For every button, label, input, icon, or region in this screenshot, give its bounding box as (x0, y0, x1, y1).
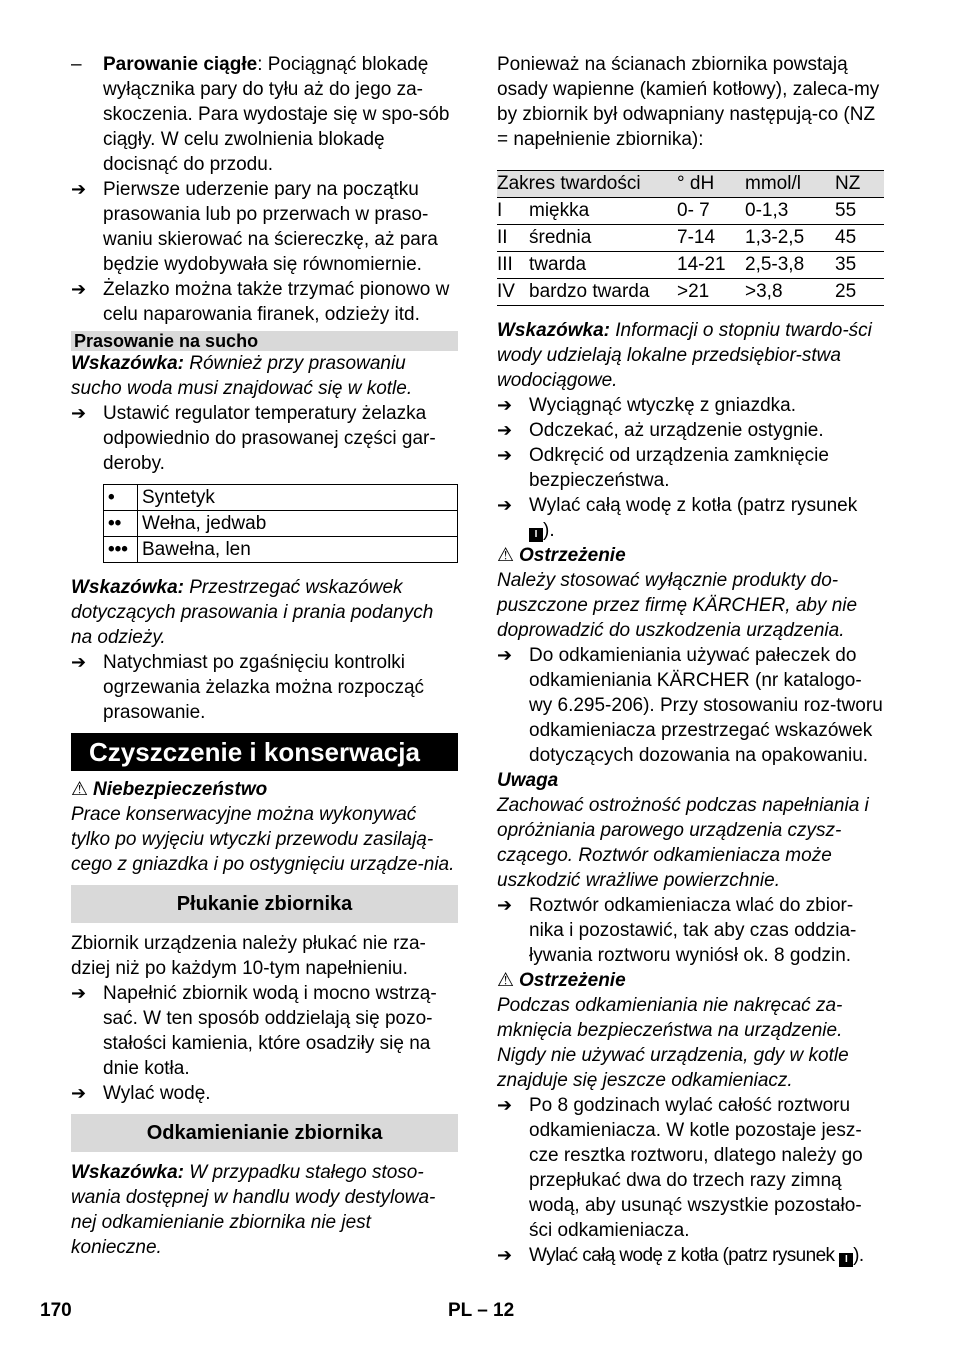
note-text: Również przy prasowaniu sucho woda musi znajdować się w kotle. (71, 353, 413, 399)
step-text-end: ). (543, 520, 555, 541)
right-column (497, 52, 884, 1268)
table-cell: średnia (529, 225, 677, 252)
table-cell: III (497, 252, 529, 279)
note-label: Wskazówka: (497, 320, 610, 341)
left-column (71, 52, 458, 1260)
arrow-icon: ➔ (497, 395, 513, 415)
arrow-icon: ➔ (71, 652, 87, 672)
table-cell: Wełna, jedwab (138, 511, 458, 537)
step-text: Żelazko można także trzymać pionowo w celu naparowania firanek, odzieży itd. (103, 279, 450, 325)
arrow-icon: ➔ (497, 445, 513, 465)
step-text: Odczekać, aż urządzenie ostygnie. (529, 420, 824, 441)
step-text: Natychmiast po zgaśnięciu kontrolki ogrzewania żelazka można rozpocząć prasowanie. (103, 652, 425, 723)
step-text-end: ). (853, 1245, 864, 1266)
table-cell: • (104, 485, 138, 511)
hardness-table (497, 170, 884, 306)
section-heading-descale: Odkamienianie zbiornika (71, 1114, 458, 1152)
section-heading-rinse: Płukanie zbiornika (71, 885, 458, 923)
table-cell: ••• (104, 537, 138, 563)
table-cell: Bawełna, len (138, 537, 458, 563)
table-cell: bardzo twarda (529, 279, 677, 306)
table-row (104, 537, 458, 563)
table-header: mmol/l (745, 171, 835, 198)
step-text: Odkręcić od urządzenia zamknięcie bezpieczeństwa. (529, 445, 829, 491)
table-row (104, 485, 458, 511)
step-text: Ustawić regulator temperatury żelazka odpowiednio do prasowanej części gar-deroby. (103, 403, 436, 474)
table-cell: II (497, 225, 529, 252)
table-cell: >21 (677, 279, 745, 306)
caution-text: Zachować ostrożność podczas napełniania i opróżniania parowego urządzenia czysz-czącego. Roztwór odkamieniacza może uszkodzić wrażliwe powierzchnie. (497, 795, 869, 891)
warning-triangle-icon: ⚠ (497, 545, 515, 566)
step-text: Pierwsze uderzenie pary na początku prasowania lub po przerwach w praso-waniu skierować na ściereczkę, aż para będzie wydobywała się równomiernie. (103, 179, 438, 275)
note-label: Wskazówka: (71, 1162, 184, 1183)
list-item (497, 418, 884, 443)
warning-text: Podczas odkamieniania nie nakręcać za-mknięcia bezpieczeństwa na urządzenie. Nigdy nie używać urządzenia, gdy w kotle znajduje się jeszcze odkamieniacz. (497, 995, 849, 1091)
rinse-text: Zbiornik urządzenia należy płukać nie rza-dziej niż po każdym 10-tym napełnieniu. (71, 933, 426, 979)
table-cell: 14-21 (677, 252, 745, 279)
arrow-icon: ➔ (497, 1095, 513, 1115)
table-cell: >3,8 (745, 279, 835, 306)
arrow-icon: ➔ (71, 279, 87, 299)
intro-text: Ponieważ na ścianach zbiornika powstają osady wapienne (kamień kotłowy), zaleca-my by zbiornik był odwapniany następują-co (NZ = napełnienie zbiornika): (497, 54, 880, 150)
warning-label: Ostrzeżenie (519, 545, 626, 566)
list-item (497, 893, 884, 968)
list-item (497, 443, 884, 493)
table-cell: •• (104, 511, 138, 537)
warning-triangle-icon: ⚠ (497, 970, 515, 991)
table-row (497, 225, 884, 252)
warning-triangle-icon: ⚠ (71, 779, 89, 800)
page-number: 170 (40, 1300, 72, 1321)
section-heading-dry: Prasowanie na sucho (71, 331, 458, 351)
table-cell: 45 (835, 225, 884, 252)
arrow-icon: ➔ (497, 895, 513, 915)
danger-label: Niebezpieczeństwo (93, 779, 268, 800)
fabric-table (103, 484, 458, 563)
caution-label: Uwaga (497, 770, 559, 791)
arrow-icon: ➔ (497, 1245, 512, 1265)
list-item (71, 1081, 458, 1106)
dash-bullet: – (71, 54, 82, 75)
table-header: Zakres twardości (497, 171, 677, 198)
step-text: Wyciągnąć wtyczkę z gniazdka. (529, 395, 796, 416)
table-cell: 0- 7 (677, 198, 745, 225)
arrow-icon: ➔ (71, 983, 87, 1003)
list-item (71, 650, 458, 725)
table-cell: 2,5-3,8 (745, 252, 835, 279)
step-text: Do odkamieniania używać pałeczek do odkamieniania KÄRCHER (nr katalogo-wy 6.295-206). Przy stosowaniu roz-tworu odkamieniacza przestrzegać wskazówek dotyczących dozowania na opakowaniu. (529, 645, 883, 766)
step-text: Po 8 godzinach wylać całość roztworu odkamieniacza. W kotle pozostaje jesz-cze resztka roztworu, dlatego należy go przepłukać dwa do trzech razy zimną wodą, aby usunąć wszystkie pozostało-ści odkamieniacza. (529, 1095, 863, 1241)
table-cell: Syntetyk (138, 485, 458, 511)
note-text: Informacji o stopniu twardo-ści wody udzielają lokalne przedsiębior-stwa wodociągowe. (497, 320, 872, 391)
step-text: Napełnić zbiornik wodą i mocno wstrzą-sać. W ten sposób oddzielają się pozo-stałości kamienia, które osadziły się na dnie kotła. (103, 983, 437, 1079)
list-item (497, 643, 884, 768)
step-text: Roztwór odkamieniacza wlać do zbior-nika i pozostawić, tak aby czas oddzia-ływania roztworu wyniósł ok. 8 godzin. (529, 895, 857, 966)
table-cell: miękka (529, 198, 677, 225)
figure-ref-icon: I (529, 528, 543, 542)
table-cell: 7-14 (677, 225, 745, 252)
table-row (497, 198, 884, 225)
table-cell: I (497, 198, 529, 225)
list-item (71, 52, 458, 177)
table-header: NZ (835, 171, 884, 198)
table-row (497, 279, 884, 306)
table-cell: 0-1,3 (745, 198, 835, 225)
table-row (497, 252, 884, 279)
table-cell: IV (497, 279, 529, 306)
arrow-icon: ➔ (71, 1083, 87, 1103)
parowanie-label: Parowanie ciągłe (103, 54, 258, 75)
list-item (71, 401, 458, 476)
list-item (497, 1093, 884, 1243)
list-item (497, 393, 884, 418)
step-text: Wylać całą wodę z kotła (patrz rysunek (529, 1245, 835, 1266)
figure-ref-icon: I (839, 1253, 853, 1267)
arrow-icon: ➔ (497, 495, 513, 515)
table-cell: 25 (835, 279, 884, 306)
list-item (71, 981, 458, 1081)
arrow-icon: ➔ (71, 403, 87, 423)
note-text: Przestrzegać wskazówek dotyczących prasowania i prania podanych na odzieży. (71, 577, 434, 648)
list-item (497, 493, 884, 543)
note-label: Wskazówka: (71, 353, 184, 374)
arrow-icon: ➔ (497, 420, 513, 440)
danger-text: Prace konserwacyjne można wykonywać tylko po wyjęciu wtyczki przewodu zasilają-cego z gniazdka i po ostygnięciu urządze-nia. (71, 804, 455, 875)
table-cell: 1,3-2,5 (745, 225, 835, 252)
table-header-row (497, 171, 884, 198)
table-cell: 35 (835, 252, 884, 279)
arrow-icon: ➔ (71, 179, 87, 199)
chapter-heading: Czyszczenie i konserwacja (71, 733, 458, 771)
step-text: Wylać wodę. (103, 1083, 211, 1104)
section-footer: PL – 12 (448, 1300, 515, 1321)
list-item (71, 277, 458, 327)
table-cell: 55 (835, 198, 884, 225)
warning-label: Ostrzeżenie (519, 970, 626, 991)
list-item (71, 177, 458, 277)
parowanie-text: : Pociągnąć blokadę wyłącznika pary do tyłu aż do jego za-skoczenia. Para wydostaje się w spo-sób ciągły. W celu zwolnienia blokadę docisnąć do przodu. (103, 54, 450, 175)
warning-text: Należy stosować wyłącznie produkty do-puszczone przez firmę KÄRCHER, aby nie doprowadzić do uszkodzenia urządzenia. (497, 570, 858, 641)
arrow-icon: ➔ (497, 645, 513, 665)
table-header: ° dH (677, 171, 745, 198)
list-item (497, 1243, 884, 1268)
table-row (104, 511, 458, 537)
table-cell: twarda (529, 252, 677, 279)
note-label: Wskazówka: (71, 577, 184, 598)
note-text: W przypadku stałego stoso-wania dostępnej w handlu wody destylowa-nej odkamienianie zbiornika nie jest konieczne. (71, 1162, 436, 1258)
step-text: Wylać całą wodę z kotła (patrz rysunek (529, 495, 858, 516)
